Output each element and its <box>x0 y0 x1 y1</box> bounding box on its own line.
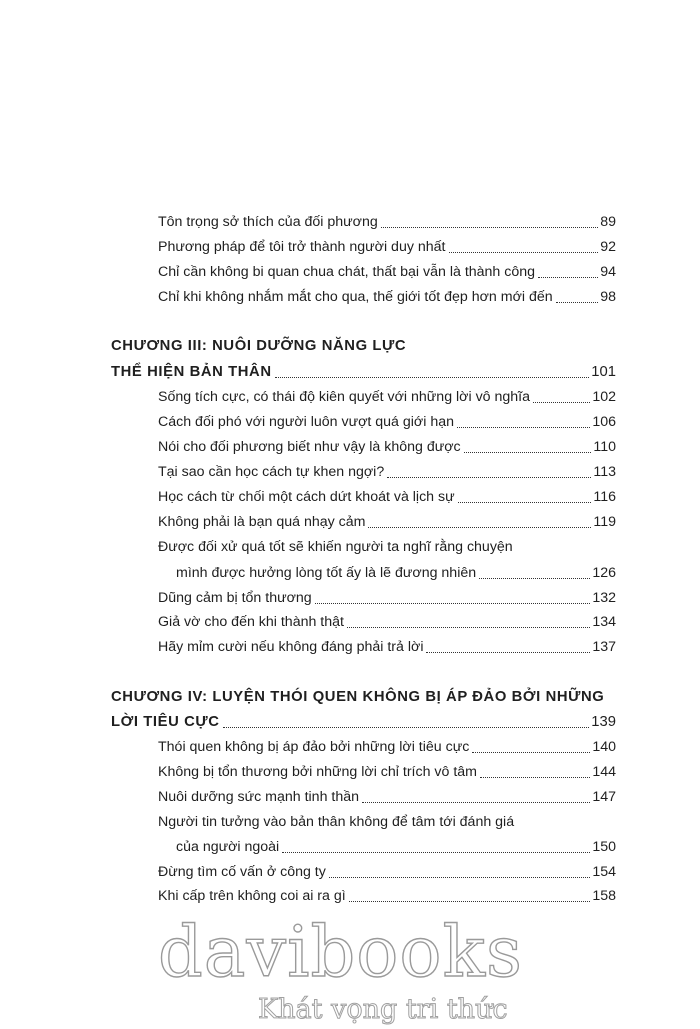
dot-leader <box>556 302 599 303</box>
chapter-heading-line <box>111 688 621 706</box>
toc-entry-title: Người tin tưởng vào bản thân không để tâm tới đánh giá <box>158 814 515 830</box>
toc-entry <box>158 863 616 881</box>
toc-entry-title: Thói quen không bị áp đảo bởi những lời tiêu cực <box>158 739 470 755</box>
toc-entry-title: Khi cấp trên không coi ai ra gì <box>158 888 346 904</box>
toc-entry-page: 110 <box>593 439 616 455</box>
toc-entry-page: 94 <box>600 264 616 280</box>
toc-entry-page: 113 <box>593 464 616 480</box>
toc-entry-page: 98 <box>600 289 616 305</box>
toc-entry-page: 140 <box>592 739 616 755</box>
toc-entry-page: 89 <box>600 214 616 230</box>
watermark-logo <box>156 906 536 1026</box>
toc-entry-page: 116 <box>593 489 616 505</box>
toc-entry <box>158 463 616 481</box>
toc-entry-page: 132 <box>592 590 616 606</box>
dot-leader <box>472 752 590 753</box>
toc-entry-title: Sống tích cực, có thái độ kiên quyết với những lời vô nghĩa <box>158 389 531 405</box>
chapter-title: CHƯƠNG III: NUÔI DƯỠNG NĂNG LỰC <box>111 338 407 354</box>
toc-entry-title: Tại sao cần học cách tự khen ngợi? <box>158 464 385 480</box>
dot-leader <box>457 427 590 428</box>
dot-leader <box>282 852 590 853</box>
chapter-title: LỜI TIÊU CỰC <box>111 714 220 730</box>
chapter-title: THỂ HIỆN BẢN THÂN <box>111 364 272 380</box>
toc-entry-title: Nuôi dưỡng sức mạnh tinh thần <box>158 789 360 805</box>
toc-entry-title-cont: mình được hưởng lòng tốt ấy là lẽ đương nhiên <box>176 565 477 581</box>
toc-entry-page: 134 <box>592 614 616 630</box>
toc-entry <box>158 538 616 556</box>
dot-leader <box>329 877 590 878</box>
toc-entry <box>158 388 616 406</box>
chapter-heading-line <box>111 363 616 381</box>
toc-entry-page: 119 <box>593 514 616 530</box>
dot-leader <box>368 527 591 528</box>
dot-leader <box>464 452 592 453</box>
toc-entry <box>158 763 616 781</box>
toc-entry-page: 147 <box>592 789 616 805</box>
toc-entry-continuation <box>176 564 616 582</box>
toc-entry <box>158 738 616 756</box>
watermark <box>156 906 536 1026</box>
dot-leader <box>479 578 590 579</box>
toc-entry <box>158 813 616 831</box>
toc-entry <box>158 513 616 531</box>
toc-entry-continuation <box>176 838 616 856</box>
dot-leader <box>315 603 591 604</box>
dot-leader <box>362 802 590 803</box>
chapter-heading-line <box>111 713 616 731</box>
toc-entry-page: 150 <box>592 839 616 855</box>
toc-entry-title: Phương pháp để tôi trở thành người duy nhất <box>158 239 446 255</box>
toc-entry-title: Học cách từ chối một cách dứt khoát và lịch sự <box>158 489 455 505</box>
dot-leader <box>480 777 590 778</box>
toc-entry <box>158 488 616 506</box>
toc-entry <box>158 887 616 905</box>
toc-entry-page: 126 <box>592 565 616 581</box>
toc-entry-title: Đừng tìm cố vấn ở công ty <box>158 864 326 880</box>
toc-entry-title: Không bị tổn thương bởi những lời chỉ trích vô tâm <box>158 764 477 780</box>
toc-entry-page: 154 <box>592 864 616 880</box>
dot-leader <box>381 227 598 228</box>
dot-leader <box>275 377 590 378</box>
dot-leader <box>347 627 590 628</box>
toc-entry-title: Hãy mỉm cười nếu không đáng phải trả lời <box>158 639 424 655</box>
toc-entry <box>158 288 616 306</box>
toc-entry-page: 106 <box>592 414 616 430</box>
toc-entry-title: Không phải là bạn quá nhạy cảm <box>158 514 366 530</box>
toc-entry <box>158 213 616 231</box>
toc-entry-title: Nói cho đối phương biết như vậy là không được <box>158 439 461 455</box>
watermark-slogan: Khát vọng tri thức <box>258 994 508 1025</box>
toc-entry-title: Được đối xử quá tốt sẽ khiến người ta nghĩ rằng chuyện <box>158 539 513 555</box>
toc-entry-page: 102 <box>592 389 616 405</box>
dot-leader <box>533 402 590 403</box>
toc-entry-page: 144 <box>592 764 616 780</box>
toc-entry-title: Cách đối phó với người luôn vượt quá giới hạn <box>158 414 454 430</box>
dot-leader <box>223 727 590 728</box>
toc-entry-title: Chỉ cần không bi quan chua chát, thất bại vẫn là thành công <box>158 264 536 280</box>
toc-entry-title: Dũng cảm bị tổn thương <box>158 590 312 606</box>
toc-entry-page: 158 <box>592 888 616 904</box>
dot-leader <box>538 277 598 278</box>
toc-entry <box>158 638 616 656</box>
toc-entry-title: Giả vờ cho đến khi thành thật <box>158 614 344 630</box>
toc-entry-page: 92 <box>600 239 616 255</box>
toc-entry-page: 137 <box>592 639 616 655</box>
chapter-title: CHƯƠNG IV: LUYỆN THÓI QUEN KHÔNG BỊ ÁP ĐẢO BỞI NHỮNG <box>111 689 605 705</box>
toc-entry-title: Chỉ khi không nhắm mắt cho qua, thế giới tốt đẹp hơn mới đến <box>158 289 553 305</box>
dot-leader <box>387 477 591 478</box>
chapter-page: 101 <box>591 364 616 380</box>
toc-entry <box>158 263 616 281</box>
toc-entry <box>158 438 616 456</box>
dot-leader <box>426 652 590 653</box>
toc-entry <box>158 413 616 431</box>
toc-entry <box>158 788 616 806</box>
toc-entry <box>158 238 616 256</box>
chapter-heading-line <box>111 337 616 355</box>
chapter-page: 139 <box>591 714 616 730</box>
toc-entry-title-cont: của người ngoài <box>176 839 280 855</box>
dot-leader <box>349 901 591 902</box>
toc-entry-title: Tôn trọng sở thích của đối phương <box>158 214 378 230</box>
dot-leader <box>449 252 599 253</box>
toc-entry <box>158 589 616 607</box>
watermark-brand: davibooks <box>158 911 523 993</box>
toc-entry <box>158 613 616 631</box>
dot-leader <box>458 502 592 503</box>
